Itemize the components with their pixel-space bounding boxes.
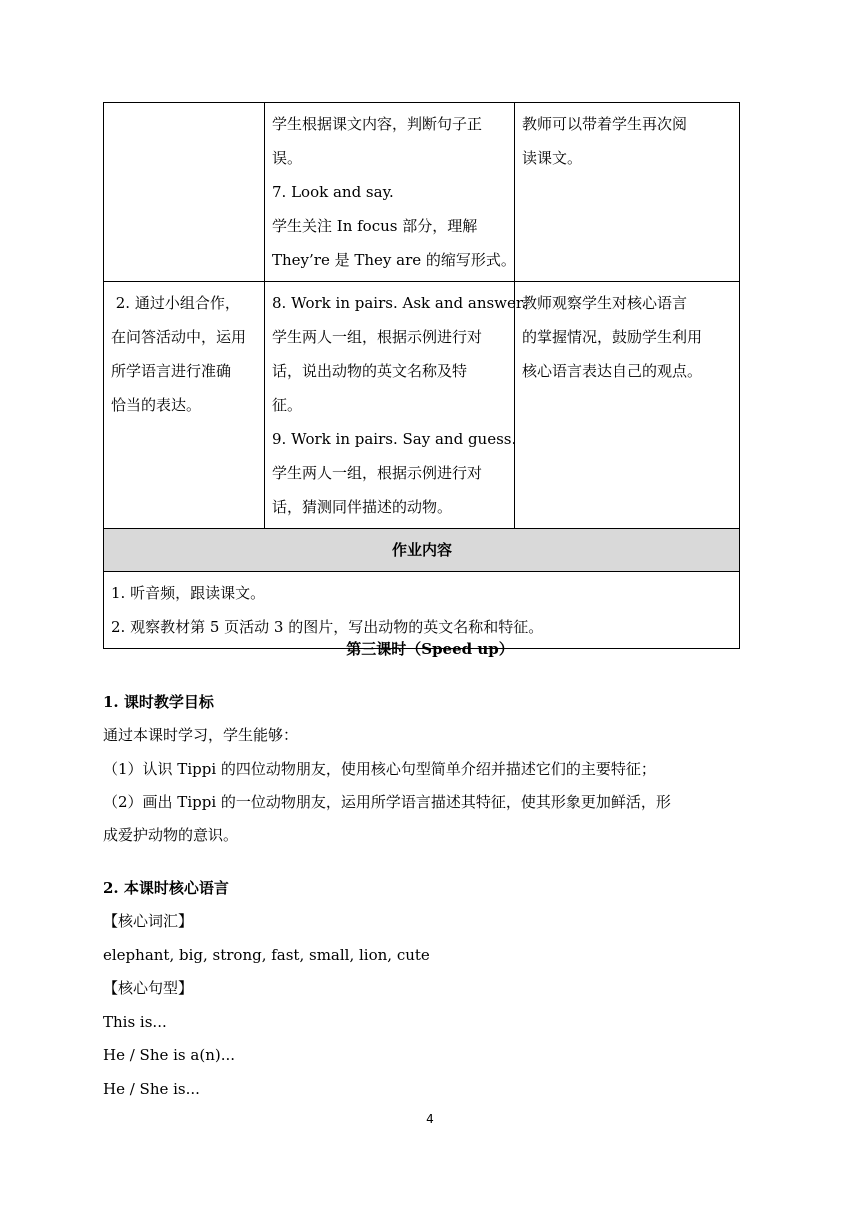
pattern-item: He / She is...	[103, 1080, 200, 1098]
goal-heading: 1. 课时教学目标	[103, 693, 214, 711]
goal-line: 在问答活动中，运用	[111, 328, 247, 346]
note-cell	[515, 282, 740, 529]
note-line: 教师观察学生对核心语言	[522, 294, 688, 312]
vocab-list: elephant, big, strong, fast, small, lion, cute	[103, 946, 430, 964]
activity-line: 话，说出动物的英文名称及特	[272, 362, 468, 380]
table-row	[104, 282, 740, 529]
goal-intro: 通过本课时学习，学生能够：	[103, 726, 299, 744]
page-number: 4	[426, 1112, 434, 1126]
homework-item: 2. 观察教材第 5 页活动 3 的图片，写出动物的英文名称和特征。	[111, 618, 544, 636]
goal-line: 2. 通过小组合作，	[111, 294, 240, 312]
goal-item: （2）画出 Tippi 的一位动物朋友，运用所学语言描述其特征，使其形象更加鲜活，形	[103, 793, 671, 811]
note-line: 教师可以带着学生再次阅	[522, 115, 688, 133]
note-line: 读课文。	[522, 149, 583, 167]
activity-cell	[265, 103, 515, 282]
activity-line: 误。	[272, 149, 303, 167]
note-line: 的掌握情况，鼓励学生利用	[522, 328, 703, 346]
goal-cell	[104, 103, 265, 282]
pattern-item: He / She is a(n)...	[103, 1046, 236, 1064]
homework-header-row	[104, 529, 740, 572]
homework-title: 作业内容	[104, 529, 740, 572]
goal-line: 恰当的表达。	[111, 396, 202, 414]
vocab-label: 【核心词汇】	[103, 912, 194, 930]
activity-line: 学生两人一组，根据示例进行对	[272, 328, 483, 346]
activity-line: 话，猜测同伴描述的动物。	[272, 498, 453, 516]
pattern-label: 【核心句型】	[103, 979, 194, 997]
activity-line: 学生两人一组，根据示例进行对	[272, 464, 483, 482]
goal-item-continued: 成爱护动物的意识。	[103, 826, 239, 844]
activity-cell	[265, 282, 527, 529]
table-row	[104, 103, 740, 282]
goal-cell	[104, 282, 265, 529]
pattern-item: This is...	[103, 1013, 167, 1031]
activity-line: 征。	[272, 396, 303, 414]
language-heading: 2. 本课时核心语言	[103, 879, 229, 897]
section-title: 第三课时（Speed up）	[346, 640, 514, 658]
activity-line: 9. Work in pairs. Say and guess.	[272, 430, 517, 448]
note-line: 核心语言表达自己的观点。	[522, 362, 703, 380]
activity-line: 7. Look and say.	[272, 183, 394, 201]
homework-item: 1. 听音频，跟读课文。	[111, 584, 266, 602]
lesson-plan-table	[103, 102, 740, 649]
activity-line: They’re 是 They are 的缩写形式。	[272, 251, 516, 269]
goal-line: 所学语言进行准确	[111, 362, 232, 380]
goal-item: （1）认识 Tippi 的四位动物朋友，使用核心句型简单介绍并描述它们的主要特征；	[103, 760, 656, 778]
activity-line: 学生关注 In focus 部分，理解	[272, 217, 478, 235]
activity-line: 8. Work in pairs. Ask and answer.	[272, 294, 527, 312]
activity-line: 学生根据课文内容，判断句子正	[272, 115, 483, 133]
note-cell	[515, 103, 740, 282]
